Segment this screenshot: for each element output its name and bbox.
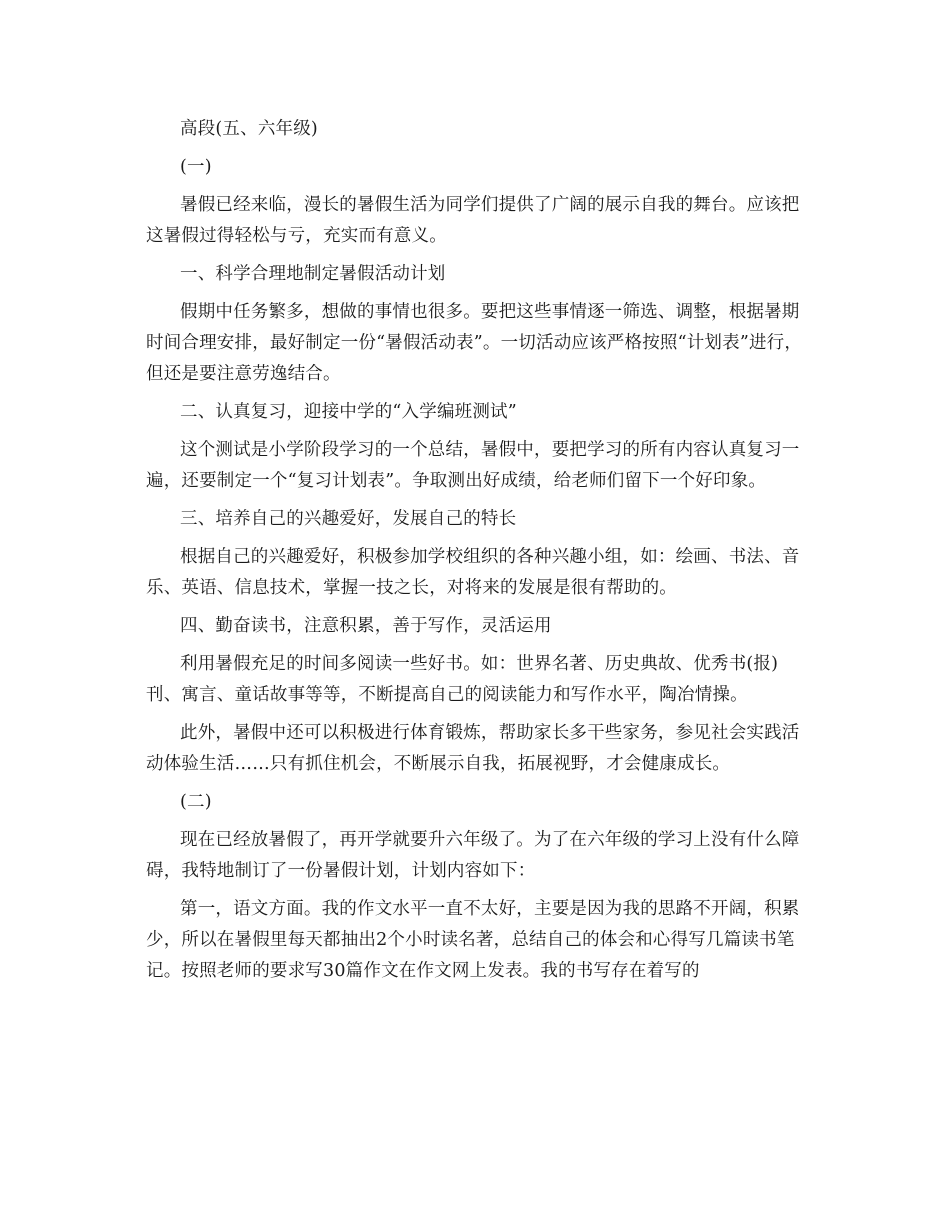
point-heading: 三、培养自己的兴趣爱好，发展自己的特长: [180, 509, 517, 529]
point-heading: 二、认真复习，迎接中学的“入学编班测试”: [180, 402, 517, 422]
paragraph: 暑假已经来临，漫长的暑假生活为同学们提供了广阔的展示自我的舞台。应该把这暑假过得轻松与亏，充实而有意义。: [146, 195, 800, 246]
subsection-marker: (二): [180, 792, 212, 812]
paragraph: 现在已经放暑假了，再开学就要升六年级了。为了在六年级的学习上没有什么障碍，我特地制订了一份暑假计划，计划内容如下：: [146, 830, 800, 881]
point-heading: 一、科学合理地制定暑假活动计划: [180, 264, 446, 284]
subsection-marker: (一): [180, 157, 212, 177]
document-body: [146, 114, 806, 994]
paragraph: 根据自己的兴趣爱好，积极参加学校组织的各种兴趣小组，如：绘画、书法、音乐、英语、信息技术，掌握一技之长，对将来的发展是很有帮助的。: [146, 547, 800, 598]
point-heading: 四、勤奋读书，注意积累，善于写作，灵活运用: [180, 616, 552, 636]
paragraph: 利用暑假充足的时间多阅读一些好书。如：世界名著、历史典故、优秀书(报)刊、寓言、童话故事等等，不断提高自己的阅读能力和写作水平，陶冶情操。: [146, 654, 779, 705]
section-heading: 高段(五、六年级): [180, 119, 318, 139]
paragraph: 这个测试是小学阶段学习的一个总结，暑假中，要把学习的所有内容认真复习一遍，还要制定一个“复习计划表”。争取测出好成绩，给老师们留下一个好印象。: [146, 440, 800, 491]
paragraph: 第一，语文方面。我的作文水平一直不太好，主要是因为我的思路不开阔，积累少，所以在暑假里每天都抽出2个小时读名著，总结自己的体会和心得写几篇读书笔记。按照老师的要求写30篇作文在作文网上发表。我的书写存在着写的: [146, 899, 800, 981]
paragraph: 此外，暑假中还可以积极进行体育锻炼，帮助家长多干些家务，参见社会实践活动体验生活……只有抓住机会，不断展示自我，拓展视野，才会健康成长。: [146, 723, 800, 774]
paragraph: 假期中任务繁多，想做的事情也很多。要把这些事情逐一筛选、调整，根据暑期时间合理安排，最好制定一份“暑假活动表”。一切活动应该严格按照“计划表”进行，但还是要注意劳逸结合。: [146, 302, 803, 384]
